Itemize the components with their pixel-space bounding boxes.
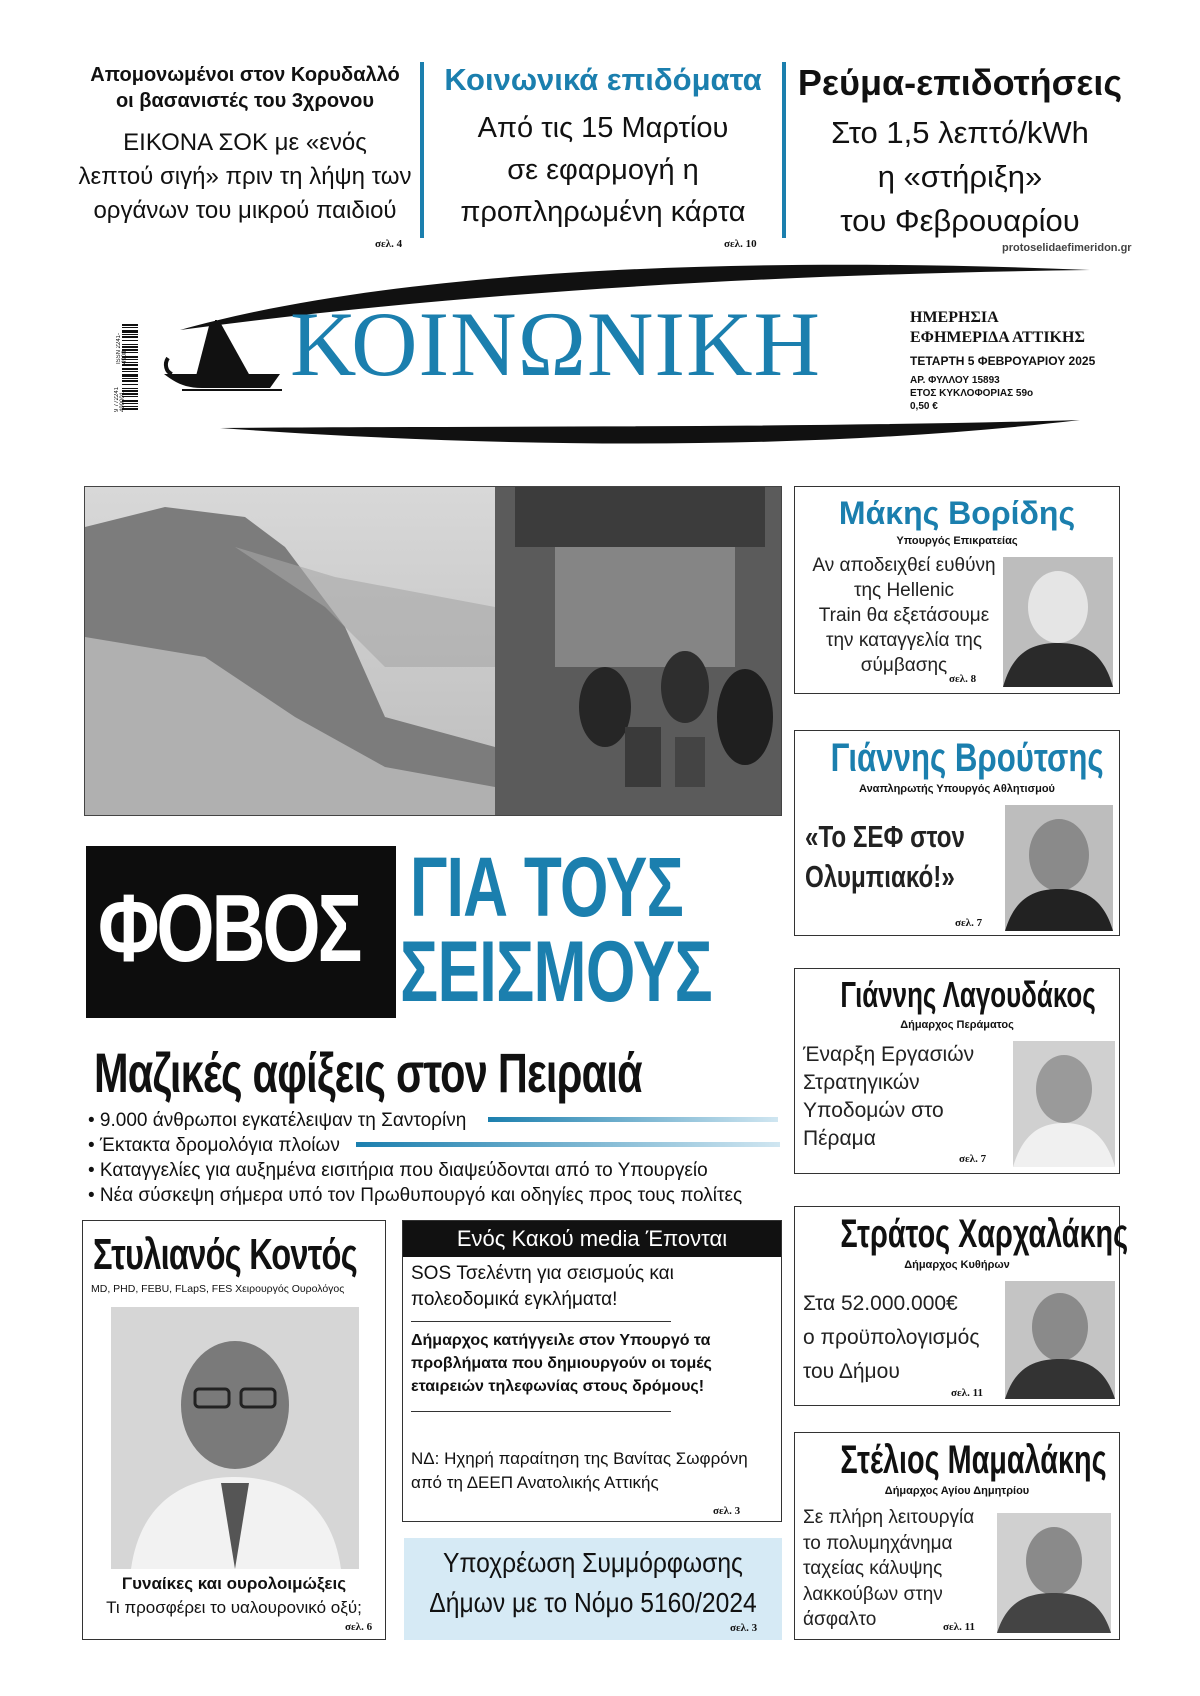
ship-logo-icon [162, 318, 284, 392]
masthead-line-1: ΗΜΕΡΗΣΙΑ [910, 309, 999, 326]
sidebar-name: Γιάννης Βρούτσης [830, 736, 1104, 780]
sidebar-text-line: Στρατηγικών [803, 1071, 920, 1094]
teaser-left-line-1: ΕΙΚΟΝΑ ΣΟΚ με «ενός [123, 129, 367, 156]
sidebar-text-line: Train θα εξετάσουμε [818, 605, 990, 626]
issn-text: ISSN 2241-4908 [116, 332, 128, 364]
barcode [114, 324, 140, 412]
doctor-photo [111, 1307, 359, 1569]
bullet-4: • Νέα σύσκεψη σήμερα υπό τον Πρωθυπουργό και οδηγίες προς τους πολίτες [88, 1185, 743, 1206]
sidebar-text-line: Αν αποδειχθεί ευθύνη [812, 555, 996, 576]
masthead-date: ΤΕΤΑΡΤΗ 5 ΦΕΒΡΟΥΑΡΙΟΥ 2025 [910, 354, 1096, 368]
doctor-portrait [111, 1307, 359, 1569]
compliance-box[interactable] [404, 1538, 782, 1640]
media-item-1[interactable]: SOS Τσελέντη για σεισμούς και πολεοδομικά εγκλήματα! [411, 1263, 674, 1310]
sidebar-text-line: ο προϋπολογισμός [803, 1326, 980, 1349]
sidebar-card-mamalakis[interactable] [794, 1432, 1120, 1640]
sidebar-role: Δήμαρχος Περάματος [900, 1019, 1014, 1031]
teaser-center-line-1: Από τις 15 Μαρτίου [477, 112, 729, 144]
sidebar-text-line: σύμβασης [860, 655, 948, 676]
lead-photo [84, 486, 782, 816]
teaser-left-line-3: οργάνων του μικρού παιδιού [93, 197, 397, 224]
sidebar-card-lagoudakos[interactable] [794, 968, 1120, 1174]
sidebar-role: Αναπληρωτής Υπουργός Αθλητισμού [859, 783, 1055, 795]
teaser-center-line-3: προπληρωμένη κάρτα [460, 196, 746, 228]
compliance-line-2: Δήμων με το Νόμο 5160/2024 [429, 1587, 757, 1618]
watermark: protoselidaefimeridon.gr [1002, 242, 1132, 254]
masthead-issue: ΑΡ. ΦΥΛΛΟΥ 15893 [910, 375, 1000, 386]
sidebar-role: Δήμαρχος Κυθήρων [904, 1259, 1010, 1271]
doctor-page: σελ. 6 [345, 1621, 373, 1633]
sidebar-text-line: Ολυμπιακό!» [805, 859, 955, 894]
teaser-right-line-1: Στο 1,5 λεπτό/kWh [831, 115, 1089, 150]
bullet-1: • 9.000 άνθρωποι εγκατέλειψαν τη Σαντορίνη [88, 1110, 467, 1131]
sidebar-page: σελ. 11 [951, 1387, 983, 1399]
masthead-year: ΕΤΟΣ ΚΥΚΛΟΦΟΡΙΑΣ 59ο [910, 388, 1034, 399]
sidebar-page: σελ. 8 [949, 673, 977, 685]
sidebar-text-line: Σε πλήρη λειτουργία [803, 1507, 975, 1528]
doctor-box[interactable] [82, 1220, 386, 1640]
teaser-right-line-2: η «στήριξη» [877, 159, 1043, 194]
doctor-name: Στυλιανός Κοντός [93, 1230, 357, 1279]
compliance-line-1: Υποχρέωση Συμμόρφωσης [443, 1547, 743, 1578]
sidebar-name: Μάκης Βορίδης [838, 495, 1076, 531]
media-item-3[interactable]: ΝΔ: Ηχηρή παραίτηση της Βανίτας Σωφρόνη από τη ΔΕΕΠ Ανατολικής Αττικής [411, 1449, 748, 1492]
sidebar-role: Δήμαρχος Αγίου Δημητρίου [884, 1485, 1030, 1497]
sidebar-text [803, 1041, 1003, 1153]
teaser-left-headline-2: οι βασανιστές του 3χρονου [115, 90, 375, 112]
sidebar-text [809, 553, 999, 678]
teaser-left-line-2: λεπτού σιγή» πριν τη λήψη των [78, 163, 412, 190]
teaser-center[interactable] [428, 56, 778, 256]
sidebar-text-line: Υποδομών στο [803, 1099, 944, 1122]
teaser-center-page: σελ. 10 [724, 238, 757, 250]
media-page: σελ. 3 [713, 1505, 741, 1517]
sidebar-text-line: την καταγγελία της [825, 630, 982, 651]
teaser-right-line-3: του Φεβρουαρίου [840, 203, 1080, 238]
lead-word-2: ΓΙΑ ΤΟΥΣ [410, 840, 684, 934]
sidebar-photo [1003, 557, 1113, 687]
sidebar-text-line: Έναρξη Εργασιών [803, 1043, 975, 1066]
lead-word-1: ΦΟΒΟΣ [98, 875, 360, 982]
sidebar-text [803, 1287, 1003, 1389]
sidebar-text-line: Στα 52.000.000€ [803, 1292, 958, 1315]
sidebar-text-line: του Δήμου [803, 1360, 900, 1383]
lead-word-3: ΣΕΙΣΜΟΥΣ [400, 924, 712, 1020]
sidebar-photo [997, 1513, 1111, 1633]
sidebar-card-charchalakis[interactable] [794, 1206, 1129, 1406]
media-divider [411, 1411, 671, 1412]
teaser-left[interactable] [70, 56, 420, 256]
masthead-price: 0,50 € [910, 401, 938, 412]
sidebar-page: σελ. 7 [955, 917, 983, 929]
sidebar-text-line: «Το ΣΕΦ στον [805, 819, 965, 854]
bullet-rule [488, 1117, 778, 1122]
lead-word-fovos-box [86, 846, 396, 1018]
sidebar-name: Στράτος Χαρχαλάκης [840, 1212, 1129, 1256]
bullet-3: • Καταγγελίες για αυξημένα εισιτήρια που διαψεύδονται από το Υπουργείο [88, 1160, 708, 1181]
divider [420, 62, 424, 238]
masthead-title: ΚΟΙΝΩΝΙΚΗ [290, 293, 821, 395]
masthead-line-2: ΕΦΗΜΕΡΙΔΑ ΑΤΤΙΚΗΣ [910, 329, 1085, 346]
sidebar-text [805, 817, 965, 897]
compliance-page: σελ. 3 [730, 1622, 758, 1634]
doctor-caption-title: Γυναίκες και ουρολοιμώξεις [121, 1574, 347, 1593]
lead-bullets [88, 1108, 788, 1208]
sidebar-photo [1005, 1281, 1115, 1399]
doctor-caption-text: Τι προσφέρει το υαλουρονικό οξύ; [106, 1598, 362, 1617]
media-item-2[interactable]: Δήμαρχος κατήγγειλε στον Υπουργό τα προβλήματα που δημιουργούν οι τομές εταιρειών τηλεφωνίας στους δρόμους! [411, 1332, 712, 1395]
teaser-right-headline: Ρεύμα-επιδοτήσεις [797, 62, 1123, 103]
sidebar-page: σελ. 7 [959, 1153, 987, 1165]
lead-subhead: Μαζικές αφίξεις στον Πειραιά [94, 1041, 642, 1104]
sidebar-photo [1005, 805, 1113, 931]
barcode-number: 9 772241 490001 [114, 386, 126, 412]
teaser-left-headline-1: Απομονωμένοι στον Κορυδαλλό [90, 64, 400, 86]
bullet-rule [356, 1142, 780, 1147]
teaser-center-headline: Κοινωνικά επιδόματα [444, 62, 762, 97]
sidebar-card-voridis[interactable] [794, 486, 1120, 694]
sidebar-text-line: άσφαλτο [803, 1609, 877, 1630]
divider [782, 62, 786, 238]
sidebar-page: σελ. 11 [943, 1621, 975, 1633]
media-divider [411, 1321, 671, 1322]
sidebar-photo [1013, 1041, 1115, 1167]
barcode-bar [122, 364, 138, 366]
sidebar-text-line: Πέραμα [803, 1127, 876, 1150]
sidebar-text-line: το πολυμηχάνημα [803, 1532, 953, 1554]
sidebar-text [803, 1505, 1003, 1633]
sidebar-role: Υπουργός Επικρατείας [896, 535, 1018, 547]
teaser-right[interactable] [790, 56, 1130, 256]
sidebar-text-line: ταχείας κάλυψης [803, 1558, 943, 1579]
teaser-left-page: σελ. 4 [375, 238, 403, 250]
bullet-2: • Έκτακτα δρομολόγια πλοίων [88, 1135, 340, 1156]
sidebar-card-vroutsis[interactable] [794, 730, 1120, 936]
sidebar-text-line: της Hellenic [853, 580, 955, 601]
doctor-credentials: MD, PHD, FEBU, FLapS, FES Χειρουργός Ουρολόγος [91, 1283, 345, 1295]
media-header: Ενός Κακού media Έπονται [403, 1221, 781, 1257]
teaser-center-line-2: σε εφαρμογή η [507, 154, 699, 186]
masthead-info [910, 308, 1095, 413]
media-box[interactable] [402, 1220, 782, 1522]
sidebar-text-line: λακκούβων στην [803, 1583, 943, 1605]
sidebar-name: Στέλιος Μαμαλάκης [840, 1438, 1107, 1482]
sidebar-name: Γιάννης Λαγουδάκος [840, 974, 1096, 1015]
lead-photo-image [85, 487, 782, 816]
